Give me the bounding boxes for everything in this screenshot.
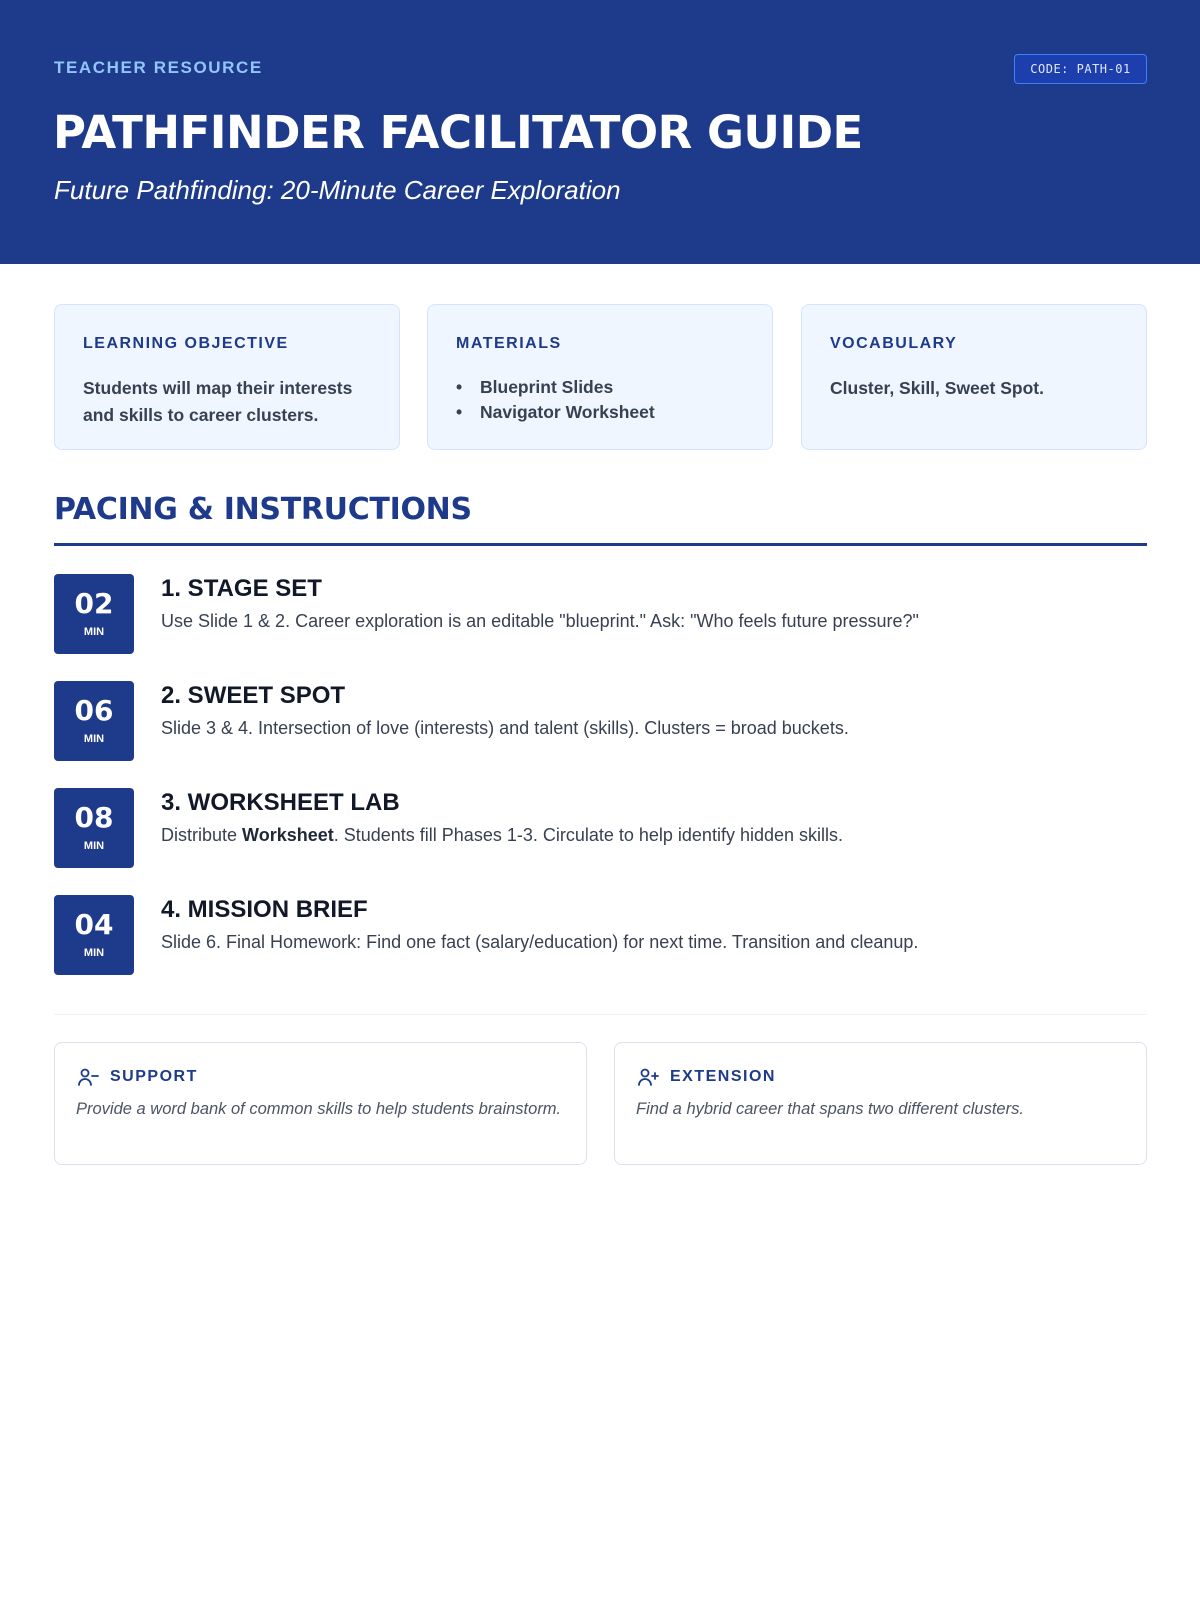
step-description: Use Slide 1 & 2. Career exploration is an editable "blueprint." Ask: "Who feels future pressure?" [161,611,919,631]
minutes-value: 04 [74,908,114,941]
support-note [54,1042,587,1165]
step-title: 3. WORKSHEET LAB [161,789,400,816]
desc-bold-text: Worksheet [242,825,334,845]
minutes-unit: MIN [83,840,105,852]
minutes-unit: MIN [83,947,105,959]
eyebrow-label: TEACHER RESOURCE [54,58,263,77]
note-text: Provide a word bank of common skills to help students brainstorm. [76,1100,562,1118]
code-badge: CODE: PATH-01 [1014,54,1147,84]
content-divider [54,1014,1147,1015]
minutes-unit: MIN [83,626,105,638]
page-subtitle: Future Pathfinding: 20-Minute Career Exploration [54,175,621,205]
minutes-unit: MIN [83,733,105,745]
step-description [161,825,843,846]
pacing-step [54,895,1147,975]
card-label: MATERIALS [456,335,562,352]
page-title: PATHFINDER FACILITATOR GUIDE [53,106,863,159]
desc-text: Distribute [161,825,243,845]
note-header [636,1065,1125,1089]
minutes-badge [54,681,134,761]
note-text: Find a hybrid career that spans two different clusters. [636,1100,1024,1118]
section-divider [54,543,1147,546]
extension-note [614,1042,1147,1165]
note-header [76,1065,565,1089]
minutes-badge [54,788,134,868]
step-title: 2. SWEET SPOT [161,682,346,709]
card-label: LEARNING OBJECTIVE [83,335,289,352]
list-item: • Navigator Worksheet [456,400,744,425]
note-label: SUPPORT [110,1068,198,1085]
pacing-step [54,574,1147,654]
materials-list [456,375,744,425]
objective-text: Students will map their interests and skills to career clusters. [83,378,353,425]
minutes-badge [54,895,134,975]
minutes-value: 06 [74,694,114,727]
step-description: Slide 6. Final Homework: Find one fact (salary/education) for next time. Transition and cleanup. [161,932,919,952]
minutes-value: 08 [74,801,114,834]
user-plus-icon [636,1065,660,1089]
pacing-step [54,681,1147,761]
step-title: 1. STAGE SET [161,575,322,602]
pacing-step [54,788,1147,868]
vocabulary-text: Cluster, Skill, Sweet Spot. [830,378,1044,398]
step-description: Slide 3 & 4. Intersection of love (interests) and talent (skills). Clusters = broad buckets. [161,718,849,738]
card-label: VOCABULARY [830,335,958,352]
header-banner [0,0,1200,264]
vocabulary-card [801,304,1147,450]
materials-card [427,304,773,450]
learning-objective-card [54,304,400,450]
section-title: PACING & INSTRUCTIONS [54,492,472,527]
user-minus-icon [76,1065,100,1089]
minutes-badge [54,574,134,654]
step-title: 4. MISSION BRIEF [161,896,368,923]
minutes-value: 02 [74,587,114,620]
desc-text: . Students fill Phases 1-3. Circulate to help identify hidden skills. [333,825,843,845]
note-label: EXTENSION [670,1068,776,1085]
list-item: • Blueprint Slides [456,375,744,400]
